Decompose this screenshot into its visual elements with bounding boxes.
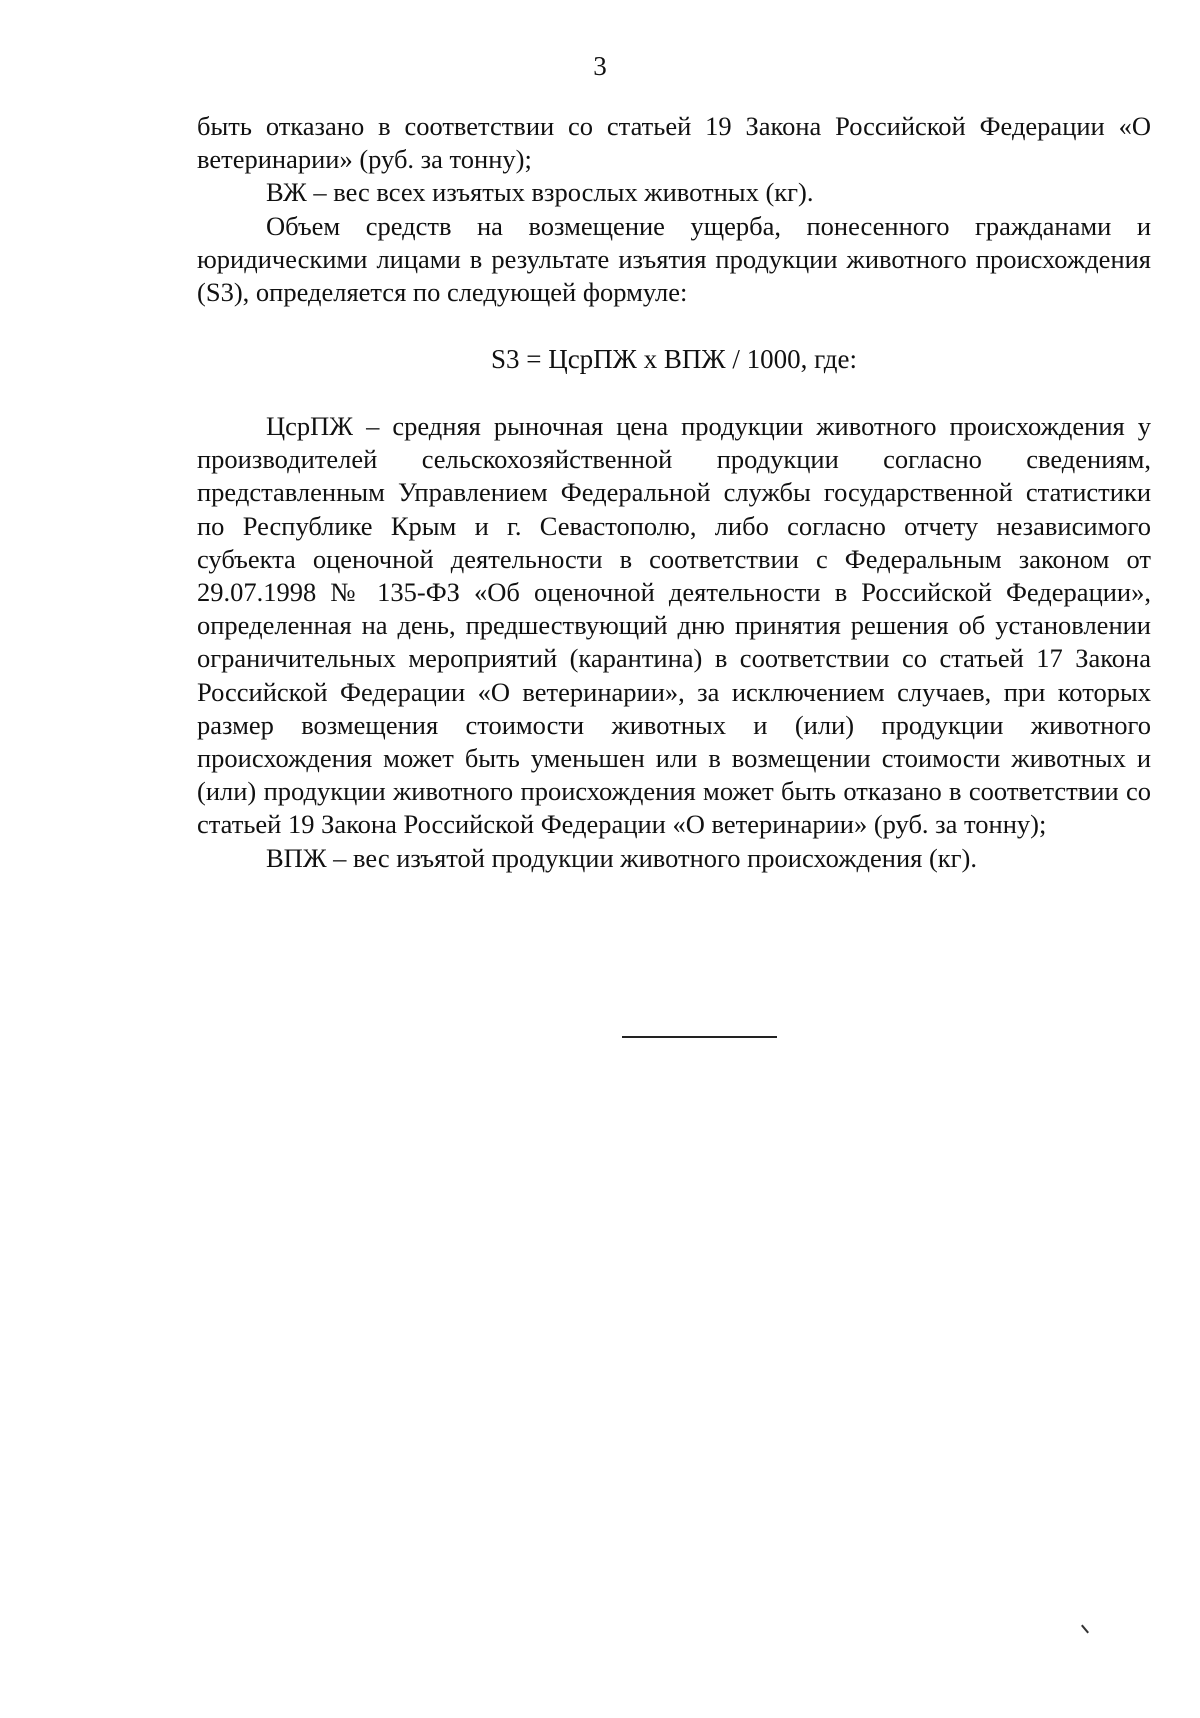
paragraph-vpzh-definition: ВПЖ – вес изъятой продукции животного происхождения (кг). <box>266 842 977 873</box>
text-block-top <box>197 110 1151 309</box>
paragraph-tssrpzh-definition: ЦсрПЖ – средняя рыночная цена продукции животного происхождения у производителей сельскохозяйственной продукции согласно сведениям, представленным Управлением Федеральной службы государственной статистики по Республике Крым и г. Севастополю, либо согласно отчету независимого субъекта оценочной деятельности в соответствии с Федеральным законом от 29.07.1998 № 135-ФЗ «Об оценочной деятельности в Российской Федерации», определенная на день, предшествующий дню принятия решения об установлении ограничительных мероприятий (карантина) в соответствии со статьей 17 Закона Российской Федерации «О ветеринарии», за исключением случаев, при которых размер возмещения стоимости животных и (или) продукции животного происхождения может быть уменьшен или в возмещении стоимости животных и (или) продукции животного происхождения может быть отказано в соответствии со статьей 19 Закона Российской Федерации «О ветеринарии» (руб. за тонну); <box>197 411 1151 840</box>
paragraph-s3-intro: Объем средств на возмещение ущерба, понесенного гражданами и юридическими лицами в результате изъятия продукции животного происхождения (S3), определяется по следующей формуле: <box>197 210 1151 308</box>
formula-s3: S3 = ЦсрПЖ x ВПЖ / 1000, где: <box>490 344 858 374</box>
end-of-text-rule <box>622 1036 777 1038</box>
paragraph-vzh-definition: ВЖ – вес всех изъятых взрослых животных (кг). <box>266 177 814 208</box>
scan-mark <box>1081 1625 1089 1634</box>
text-block-bottom <box>197 410 1151 875</box>
paragraph-continuation: быть отказано в соответствии со статьей 19 Закона Российской Федерации «О ветеринарии» (руб. за тонну); <box>197 111 1151 175</box>
page-number: 3 <box>593 51 607 81</box>
